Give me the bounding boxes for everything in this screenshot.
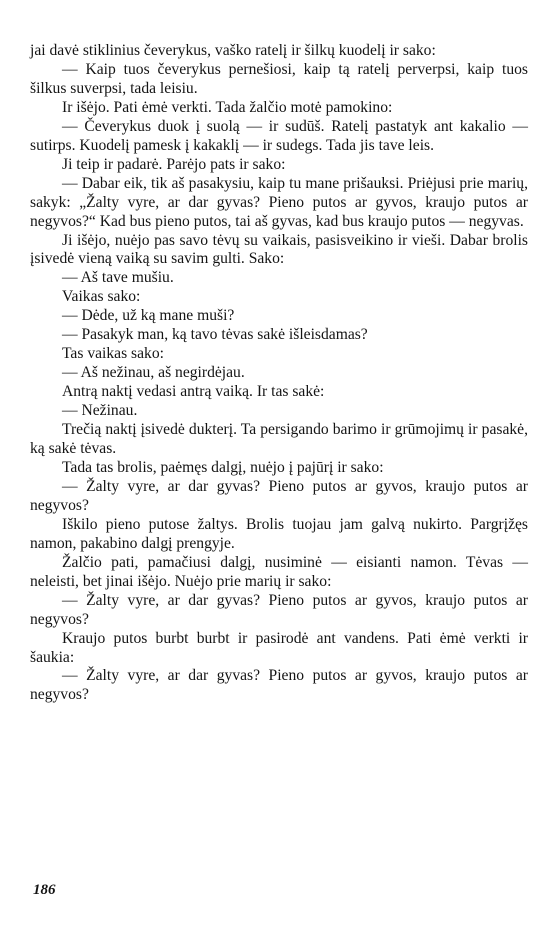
paragraph: — Nežinau. bbox=[62, 402, 138, 420]
paragraph: Tada tas brolis, paėmęs dalgį, nuėjo į pajūrį ir sako: bbox=[62, 458, 384, 476]
paragraph: Ji teip ir padarė. Parėjo pats ir sako: bbox=[62, 155, 286, 173]
paragraph: — Žalty vyre, ar dar gyvas? Pieno putos ar gyvos, kraujo putos ar negyvos? bbox=[30, 477, 528, 514]
paragraph: Iškilo pieno putose žaltys. Brolis tuojau jam galvą nukirto. Pargrįžęs namon, pakabino dalgį prengyje. bbox=[30, 515, 528, 552]
paragraph: — Aš nežinau, aš negirdėjau. bbox=[62, 364, 245, 382]
page-number: 186 bbox=[33, 882, 56, 898]
paragraph: Vaikas sako: bbox=[62, 288, 141, 306]
paragraph: Ji išėjo, nuėjo pas savo tėvų su vaikais, pasisveikino ir vieši. Dabar brolis įsivedė vieną vaiką su savim gulti. Sako: bbox=[30, 231, 528, 268]
paragraph: — Kaip tuos čeverykus pernešiosi, kaip tą ratelį perverpsi, kaip tuos šilkus suverpsi, tada leisiu. bbox=[30, 60, 528, 97]
paragraph: — Žalty vyre, ar dar gyvas? Pieno putos ar gyvos, kraujo putos ar negyvos? bbox=[30, 667, 528, 704]
paragraph: — Žalty vyre, ar dar gyvas? Pieno putos ar gyvos, kraujo putos ar negyvos? bbox=[30, 591, 528, 628]
page-text-block bbox=[30, 42, 528, 705]
paragraph: — Čeverykus duok į suolą — ir sudūš. Ratelį pastatyk ant kakalio — sutirps. Kuodelį pamesk į kakaklį — ir sudegs. Tada jis tave leis. bbox=[30, 117, 528, 154]
paragraph: Žalčio pati, pamačiusi dalgį, nusiminė — eisianti namon. Tėvas — neleisti, bet jinai išėjo. Nuėjo prie marių ir sako: bbox=[30, 553, 528, 590]
paragraph: — Dėde, už ką mane muši? bbox=[62, 307, 235, 325]
paragraph: Kraujo putos burbt burbt ir pasirodė ant vandens. Pati ėmė verkti ir šaukia: bbox=[30, 629, 528, 666]
paragraph: — Pasakyk man, ką tavo tėvas sakė išleisdamas? bbox=[62, 326, 368, 344]
paragraph: jai davė stiklinius čeverykus, vaško ratelį ir šilkų kuodelį ir sako: bbox=[30, 42, 436, 59]
paragraph: Antrą naktį vedasi antrą vaiką. Ir tas sakė: bbox=[62, 383, 325, 401]
paragraph: — Dabar eik, tik aš pasakysiu, kaip tu mane prišauksi. Priėjusi prie marių, sakyk: „Žalty vyre, ar dar gyvas? Pieno putos ar gyvos, kraujo putos ar negyvos?“ Kad bus pieno putos, tai aš gyvas, kad bus kraujo putos — negyvas. bbox=[30, 174, 528, 230]
paragraph: Tas vaikas sako: bbox=[62, 345, 164, 363]
paragraph: Ir išėjo. Pati ėmė verkti. Tada žalčio motė pamokino: bbox=[62, 98, 393, 116]
paragraph: Trečią naktį įsivedė dukterį. Ta persigando barimo ir grūmojimų ir pasakė, ką sakė tėvas. bbox=[30, 421, 528, 458]
paragraph: — Aš tave mušiu. bbox=[62, 269, 174, 287]
